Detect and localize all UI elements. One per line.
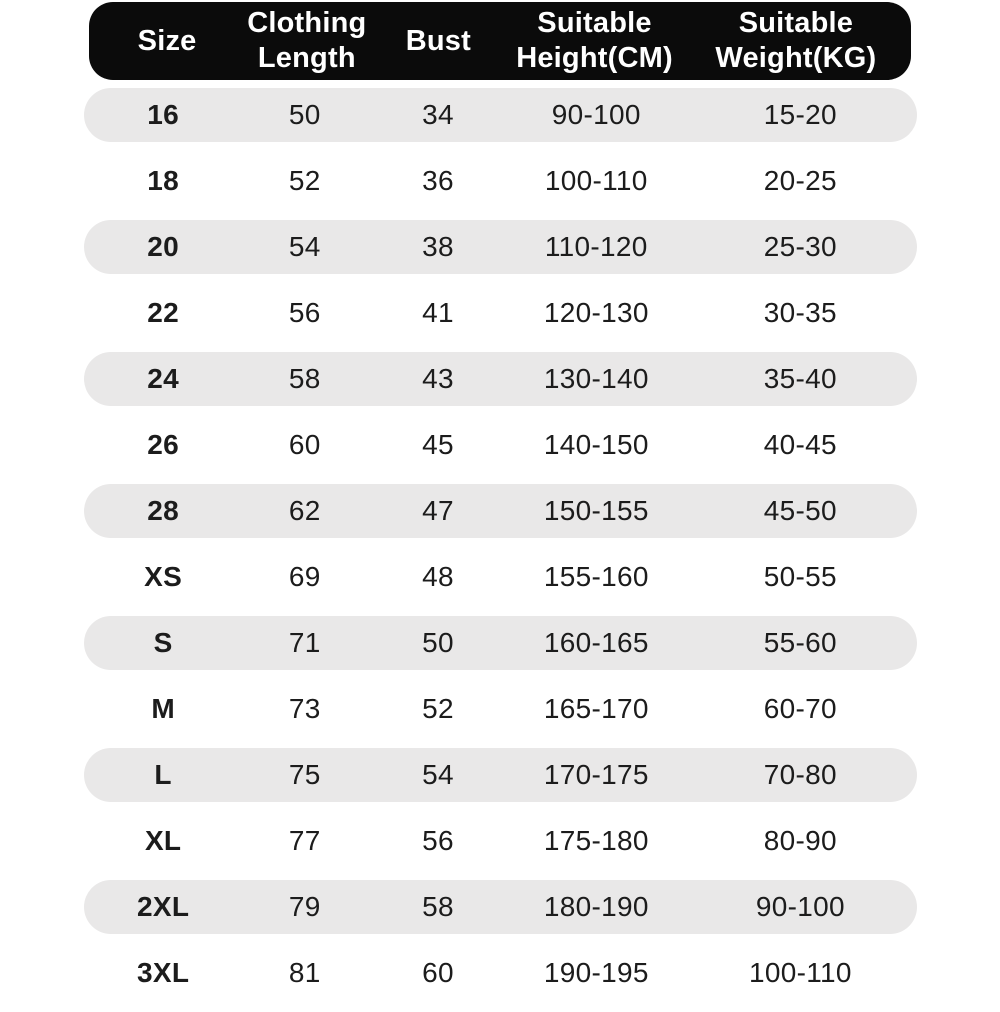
cell-suitable-weight: 90-100	[755, 891, 845, 922]
cell-size: 2XL	[137, 891, 190, 922]
cell-size: 16	[147, 99, 179, 130]
cell-bust: 52	[422, 693, 454, 724]
cell-suitable-weight: 40-45	[763, 429, 837, 460]
cell-suitable-height: 175-180	[543, 825, 649, 856]
cell-clothing-length: 62	[288, 495, 321, 526]
cell-bust: 50	[422, 627, 454, 658]
cell-suitable-height: 120-130	[543, 297, 649, 328]
cell-clothing-length: 77	[288, 825, 321, 856]
column-header-bust: Bust	[405, 24, 471, 57]
cell-size: 26	[147, 429, 179, 460]
table-row	[84, 946, 917, 1000]
cell-bust: 58	[422, 891, 454, 922]
cell-suitable-weight: 80-90	[763, 825, 837, 856]
table-row	[84, 220, 917, 274]
cell-bust: 43	[422, 363, 454, 394]
cell-clothing-length: 50	[288, 99, 321, 130]
column-header-size: Size	[137, 24, 197, 57]
cell-suitable-height: 155-160	[543, 561, 649, 592]
cell-size: 24	[147, 363, 179, 394]
cell-clothing-length: 75	[288, 759, 321, 790]
cell-suitable-weight: 50-55	[763, 561, 837, 592]
cell-suitable-weight: 20-25	[763, 165, 837, 196]
cell-clothing-length: 60	[288, 429, 321, 460]
cell-clothing-length: 52	[288, 165, 321, 196]
cell-suitable-height: 110-120	[544, 231, 648, 262]
table-row	[84, 418, 917, 472]
cell-suitable-weight: 45-50	[763, 495, 837, 526]
table-row	[84, 550, 917, 604]
column-header-clothing-length: Clothing Length	[247, 7, 367, 74]
cell-suitable-height: 190-195	[543, 957, 649, 988]
cell-size: S	[153, 627, 173, 658]
table-body	[84, 88, 917, 1012]
cell-bust: 45	[422, 429, 454, 460]
cell-clothing-length: 54	[288, 231, 321, 262]
cell-size: 22	[147, 297, 179, 328]
cell-bust: 47	[422, 495, 454, 526]
cell-suitable-weight: 35-40	[763, 363, 837, 394]
cell-suitable-height: 160-165	[543, 627, 649, 658]
cell-suitable-height: 150-155	[543, 495, 649, 526]
cell-clothing-length: 73	[288, 693, 321, 724]
cell-clothing-length: 71	[288, 627, 321, 658]
cell-bust: 56	[422, 825, 454, 856]
table-row	[84, 814, 917, 868]
column-header-suitable-height: Suitable Height(CM)	[516, 7, 673, 74]
cell-bust: 38	[422, 231, 454, 262]
cell-size: 28	[147, 495, 179, 526]
cell-clothing-length: 79	[288, 891, 321, 922]
cell-suitable-height: 180-190	[543, 891, 649, 922]
table-row	[84, 154, 917, 208]
cell-suitable-weight: 55-60	[763, 627, 837, 658]
cell-suitable-height: 170-175	[543, 759, 649, 790]
cell-suitable-height: 165-170	[543, 693, 649, 724]
table-row	[84, 748, 917, 802]
cell-bust: 36	[422, 165, 454, 196]
cell-bust: 60	[422, 957, 454, 988]
cell-suitable-height: 100-110	[544, 165, 648, 196]
cell-size: 20	[147, 231, 179, 262]
table-row	[84, 88, 917, 142]
cell-size: XS	[144, 561, 183, 592]
table-row	[84, 352, 917, 406]
cell-size: M	[151, 693, 175, 724]
cell-suitable-height: 130-140	[543, 363, 649, 394]
cell-suitable-weight: 70-80	[763, 759, 837, 790]
cell-suitable-weight: 100-110	[748, 957, 852, 988]
cell-suitable-weight: 30-35	[763, 297, 837, 328]
table-row	[84, 484, 917, 538]
cell-clothing-length: 69	[288, 561, 321, 592]
cell-bust: 48	[422, 561, 454, 592]
cell-suitable-weight: 25-30	[763, 231, 837, 262]
cell-size: L	[154, 759, 172, 790]
cell-suitable-weight: 60-70	[763, 693, 837, 724]
cell-bust: 41	[422, 297, 454, 328]
cell-suitable-height: 90-100	[551, 99, 641, 130]
cell-suitable-weight: 15-20	[763, 99, 837, 130]
cell-bust: 34	[422, 99, 454, 130]
table-row	[84, 682, 917, 736]
cell-clothing-length: 81	[288, 957, 321, 988]
table-row	[84, 286, 917, 340]
cell-clothing-length: 58	[288, 363, 321, 394]
cell-clothing-length: 56	[288, 297, 321, 328]
table-header	[89, 2, 911, 80]
cell-size: 18	[147, 165, 179, 196]
cell-suitable-height: 140-150	[543, 429, 649, 460]
cell-size: XL	[144, 825, 182, 856]
column-header-suitable-weight: Suitable Weight(KG)	[715, 7, 877, 74]
cell-bust: 54	[422, 759, 454, 790]
table-row	[84, 616, 917, 670]
cell-size: 3XL	[137, 957, 190, 988]
table-row	[84, 880, 917, 934]
